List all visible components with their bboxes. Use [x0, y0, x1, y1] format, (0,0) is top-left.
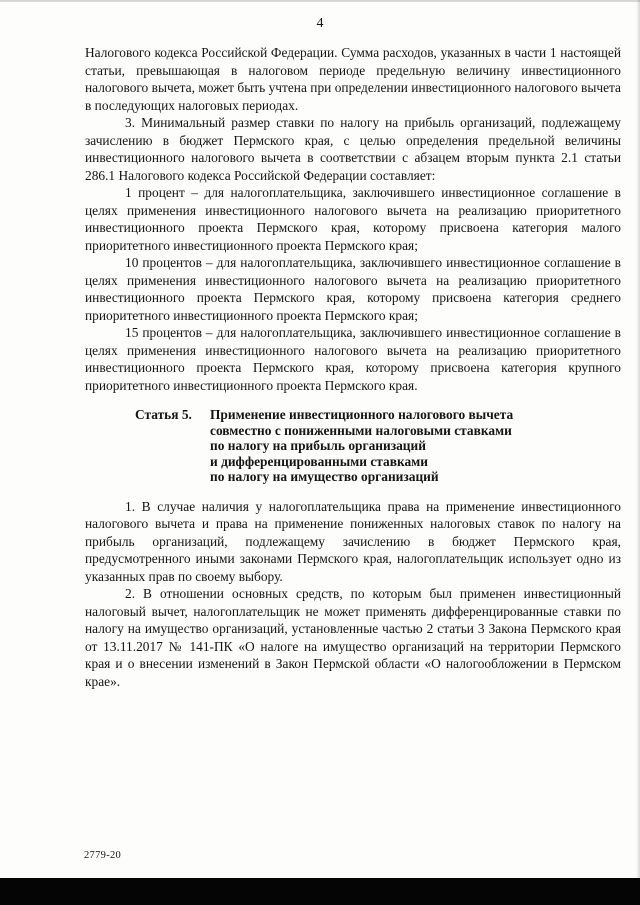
article-heading-line: по налогу на прибыль организаций: [210, 438, 426, 454]
paragraph: 3. Минимальный размер ставки по налогу на прибыль организаций, подлежащему зачислению в бюджет Пермского края, с целью определения предельной величины инвестиционного налогового вычета в соответствии с абзацем вторым пункта 2.1 статьи 286.1 Налогового кодекса Российской Федерации составляет:: [85, 115, 621, 183]
article-heading-line: по налогу на имущество организаций: [210, 469, 439, 485]
scan-top-edge: [0, 0, 640, 2]
page-number: 4: [316, 16, 324, 31]
article-heading: [135, 407, 621, 485]
paragraph: 1. В случае наличия у налогоплательщика права на применение инвестиционного налогового вычета и права на применение пониженных налоговых ставок по налогу на прибыль организаций, подлежащему зачислению в бюджет Пермского края, предусмотренного иными законами Пермского края, налогоплательщик использует одно из указанных прав по своему выбору.: [85, 498, 621, 584]
body-text: [85, 44, 621, 690]
scan-bottom-band: [0, 878, 640, 905]
article-heading-lines: [210, 407, 621, 485]
paragraph: 15 процентов – для налогоплательщика, заключившего инвестиционное соглашение в целях применения инвестиционного налогового вычета на реализацию приоритетного инвестиционного проекта Пермского края, которому присвоена категория крупного приоритетного инвестиционного проекта Пермского края.: [85, 325, 621, 393]
scan-right-edge: [636, 0, 640, 905]
article-heading-label: Статья 5.: [135, 407, 192, 422]
paragraph: 2. В отношении основных средств, по которым был применен инвестиционный налоговый вычет, налогоплательщик не может применять дифференцированные ставки по налогу на имущество организаций, установленные частью 2 статьи 3 Закона Пермского края от 13.11.2017 № 141-ПК «О налоге на имущество организаций на территории Пермского края и о внесении изменений в Закон Пермской области «О налогообложении в Пермском крае».: [85, 586, 621, 689]
article-heading-line: совместно с пониженными налоговыми ставками: [210, 422, 512, 438]
article-heading-line: Применение инвестиционного налогового вычета: [210, 407, 514, 422]
paragraph: Налогового кодекса Российской Федерации. Сумма расходов, указанных в части 1 настоящей статьи, превышающая в налоговом периоде предельную величину инвестиционного налогового вычета, может быть учтена при определении инвестиционного налогового вычета в последующих налоговых периодах.: [85, 45, 621, 113]
paragraph: 1 процент – для налогоплательщика, заключившего инвестиционное соглашение в целях применения инвестиционного налогового вычета на реализацию приоритетного инвестиционного проекта Пермского края, которому присвоена категория малого приоритетного инвестиционного проекта Пермского края;: [85, 185, 621, 253]
article-heading-line: и дифференцированными ставками: [210, 453, 429, 469]
doc-code: 2779-20: [84, 850, 122, 861]
paragraph: 10 процентов – для налогоплательщика, заключившего инвестиционное соглашение в целях применения инвестиционного налогового вычета на реализацию приоритетного инвестиционного проекта Пермского края, которому присвоена категория среднего приоритетного инвестиционного проекта Пермского края;: [85, 255, 621, 323]
